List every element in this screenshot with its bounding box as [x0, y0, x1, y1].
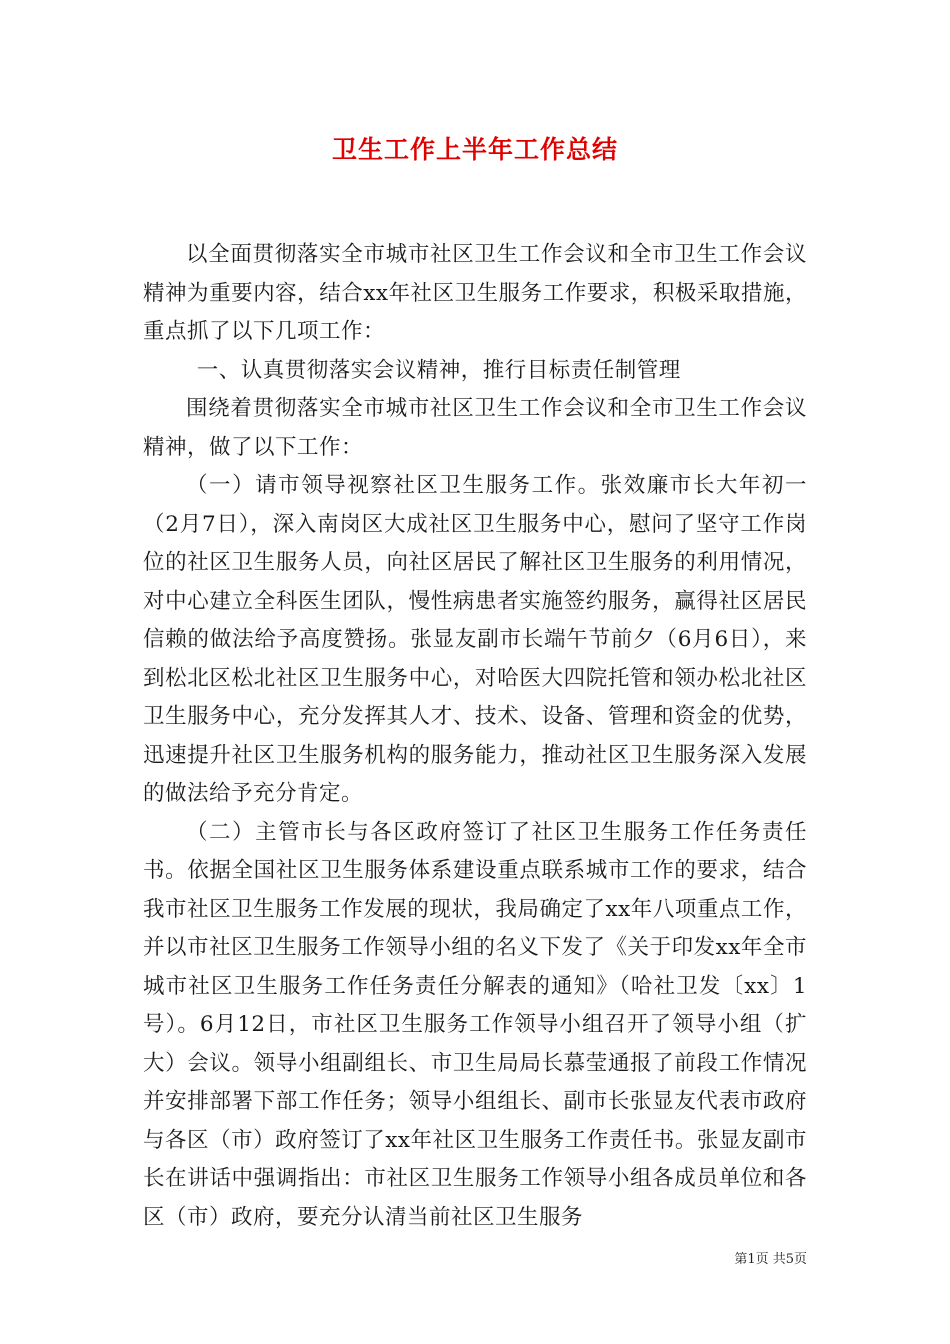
intro-paragraph: 以全面贯彻落实全市城市社区卫生工作会议和全市卫生工作会议精神为重要内容，结合xx年社区卫生服务工作要求，积极采取措施，重点抓了以下几项工作：: [143, 242, 807, 344]
item-two-paragraph: （二）主管市长与各区政府签订了社区卫生服务工作任务责任书。依据全国社区卫生服务体系建设重点联系城市工作的要求，结合我市社区卫生服务工作发展的现状，我局确定了xx年八项重点工作，并以市社区卫生服务工作领导小组的名义下发了《关于印发xx年全市城市社区卫生服务工作任务责任分解表的通知》（哈社卫发〔xx〕1号）。6月12日，市社区卫生服务工作领导小组召开了领导小组（扩大）会议。领导小组副组长、市卫生局局长慕莹通报了前段工作情况并安排部署下部工作任务；领导小组组长、副市长张显友代表市政府与各区（市）政府签订了xx年社区卫生服务工作责任书。张显友副市长在讲话中强调指出：市社区卫生服务工作领导小组各成员单位和各区（市）政府，要充分认清当前社区卫生服务: [143, 819, 807, 1230]
page-number-footer: 第1页 共5页: [734, 1252, 807, 1267]
document-title: 卫生工作上半年工作总结: [331, 135, 618, 164]
section-intro-paragraph: 围绕着贯彻落实全市城市社区卫生工作会议和全市卫生工作会议精神，做了以下工作：: [143, 396, 807, 460]
document-body: [143, 236, 807, 1237]
item-one-paragraph: （一）请市领导视察社区卫生服务工作。张效廉市长大年初一（2月7日），深入南岗区大成社区卫生服务中心，慰问了坚守工作岗位的社区卫生服务人员，向社区居民了解社区卫生服务的利用情况，对中心建立全科医生团队，慢性病患者实施签约服务，赢得社区居民信赖的做法给予高度赞扬。张显友副市长端午节前夕（6月6日），来到松北区松北社区卫生服务中心，对哈医大四院托管和领办松北社区卫生服务中心，充分发挥其人才、技术、设备、管理和资金的优势，迅速提升社区卫生服务机构的服务能力，推动社区卫生服务深入发展的做法给予充分肯定。: [143, 473, 807, 806]
section-heading: 一、认真贯彻落实会议精神，推行目标责任制管理: [196, 357, 681, 383]
